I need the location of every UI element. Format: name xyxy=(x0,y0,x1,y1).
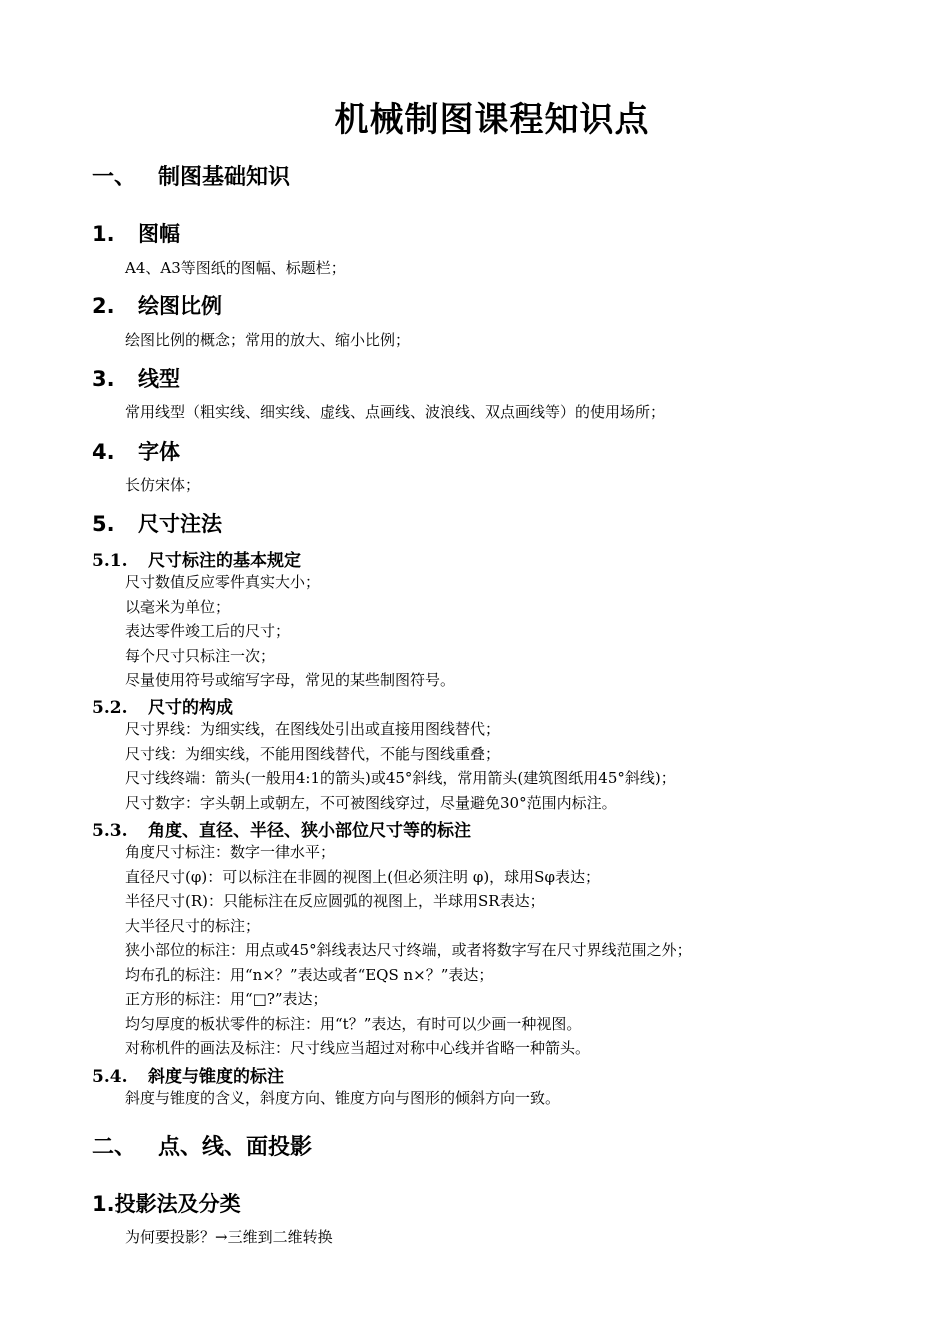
body-line: 尺寸线：为细实线，不能用图线替代，不能与图线重叠； xyxy=(125,744,501,763)
chapter-heading-2 xyxy=(92,1130,312,1161)
chapter-title: 制图基础知识 xyxy=(158,165,291,190)
section-number: 5. xyxy=(92,512,115,536)
chapter-heading-1 xyxy=(92,160,290,191)
section-body-4 xyxy=(125,473,200,498)
section-number: 2. xyxy=(92,294,115,318)
section-body-2 xyxy=(125,328,410,353)
section-title: 线型 xyxy=(138,367,180,391)
subsection-body-5-3 xyxy=(125,840,692,1061)
section-number: 1. xyxy=(92,222,115,246)
section-heading-2 xyxy=(92,290,222,320)
section-heading-1 xyxy=(92,218,180,248)
body-line: 尺寸界线：为细实线，在图线处引出或直接用图线替代； xyxy=(125,720,501,738)
section-title: 尺寸注法 xyxy=(138,512,222,536)
section-body-projection xyxy=(125,1225,333,1250)
section-title: 绘图比例 xyxy=(138,294,222,318)
subsection-number: 5.1. xyxy=(92,551,128,571)
body-line: 常用线型（粗实线、细实线、虚线、点画线、波浪线、双点画线等）的使用场所； xyxy=(125,403,666,421)
body-line: 斜度与锥度的含义，斜度方向、锥度方向与图形的倾斜方向一致。 xyxy=(125,1089,561,1107)
body-line: 尺寸数值反应零件真实大小； xyxy=(125,573,321,591)
body-line: 尺寸线终端：箭头(一般用4:1的箭头)或45°斜线，常用箭头(建筑图纸用45°斜线)； xyxy=(125,769,676,787)
subsection-heading-5-2 xyxy=(92,693,233,718)
body-line: 正方形的标注：用“□?”表达； xyxy=(125,990,328,1008)
subsection-title: 斜度与锥度的标注 xyxy=(148,1067,284,1087)
subsection-heading-5-3 xyxy=(92,816,471,841)
body-line: 尺寸数字：字头朝上或朝左，不可被图线穿过，尽量避免30°范围内标注。 xyxy=(125,793,617,812)
body-line: 角度尺寸标注：数字一律水平； xyxy=(125,843,336,861)
section-title: 图幅 xyxy=(138,222,180,246)
section-body-1 xyxy=(125,256,346,281)
subsection-heading-5-1 xyxy=(92,546,301,571)
subsection-body-5-4 xyxy=(125,1086,560,1111)
subsection-body-5-2 xyxy=(125,717,676,815)
subsection-number: 5.3. xyxy=(92,821,128,841)
subsection-number: 5.4. xyxy=(92,1067,128,1087)
subsection-number: 5.2. xyxy=(92,698,128,718)
body-line: 尽量使用符号或缩写字母，常见的某些制图符号。 xyxy=(125,671,456,689)
subsection-heading-5-4 xyxy=(92,1062,284,1087)
section-title: 1.投影法及分类 xyxy=(92,1192,241,1216)
chapter-number: 二、 xyxy=(92,1135,137,1160)
body-line: 绘图比例的概念；常用的放大、缩小比例； xyxy=(125,331,411,349)
section-heading-3 xyxy=(92,363,180,393)
subsection-body-5-1 xyxy=(125,570,455,693)
body-line: 狭小部位的标注：用点或45°斜线表达尺寸终端，或者将数字写在尺寸界线范围之外； xyxy=(125,941,692,959)
document-title: 机械制图课程知识点 xyxy=(334,100,650,140)
chapter-number: 一、 xyxy=(92,165,137,190)
section-heading-projection xyxy=(92,1188,241,1218)
subsection-title: 尺寸的构成 xyxy=(148,698,233,718)
body-line: 均匀厚度的板状零件的标注：用“t？”表达，有时可以少画一种视图。 xyxy=(125,1014,582,1033)
body-line: 每个尺寸只标注一次； xyxy=(125,646,276,665)
body-line: 对称机件的画法及标注：尺寸线应当超过对称中心线并省略一种箭头。 xyxy=(125,1039,591,1057)
body-line: 以毫米为单位； xyxy=(125,597,231,616)
section-number: 3. xyxy=(92,367,115,391)
body-line: 直径尺寸(φ)：可以标注在非圆的视图上(但必须注明 φ)，球用Sφ表达； xyxy=(125,867,600,886)
subsection-title: 角度、直径、半径、狭小部位尺寸等的标注 xyxy=(148,821,471,841)
chapter-title: 点、线、面投影 xyxy=(158,1135,313,1160)
body-line: 半径尺寸(R)：只能标注在反应圆弧的视图上，半球用SR表达； xyxy=(125,892,545,910)
subsection-title: 尺寸标注的基本规定 xyxy=(148,551,301,571)
section-heading-4 xyxy=(92,436,180,466)
section-number: 4. xyxy=(92,440,115,464)
body-line: A4、A3等图纸的图幅、标题栏； xyxy=(125,259,346,277)
body-line: 表达零件竣工后的尺寸； xyxy=(125,622,291,640)
body-line: 均布孔的标注：用“n×？”表达或者“EQS n×？”表达； xyxy=(125,965,494,984)
section-title: 字体 xyxy=(138,440,180,464)
section-body-3 xyxy=(125,400,665,425)
body-line: 长仿宋体； xyxy=(125,476,201,494)
body-line: 大半径尺寸的标注； xyxy=(125,916,261,935)
body-line: 为何要投影？→三维到二维转换 xyxy=(125,1228,333,1246)
section-heading-5 xyxy=(92,508,222,538)
